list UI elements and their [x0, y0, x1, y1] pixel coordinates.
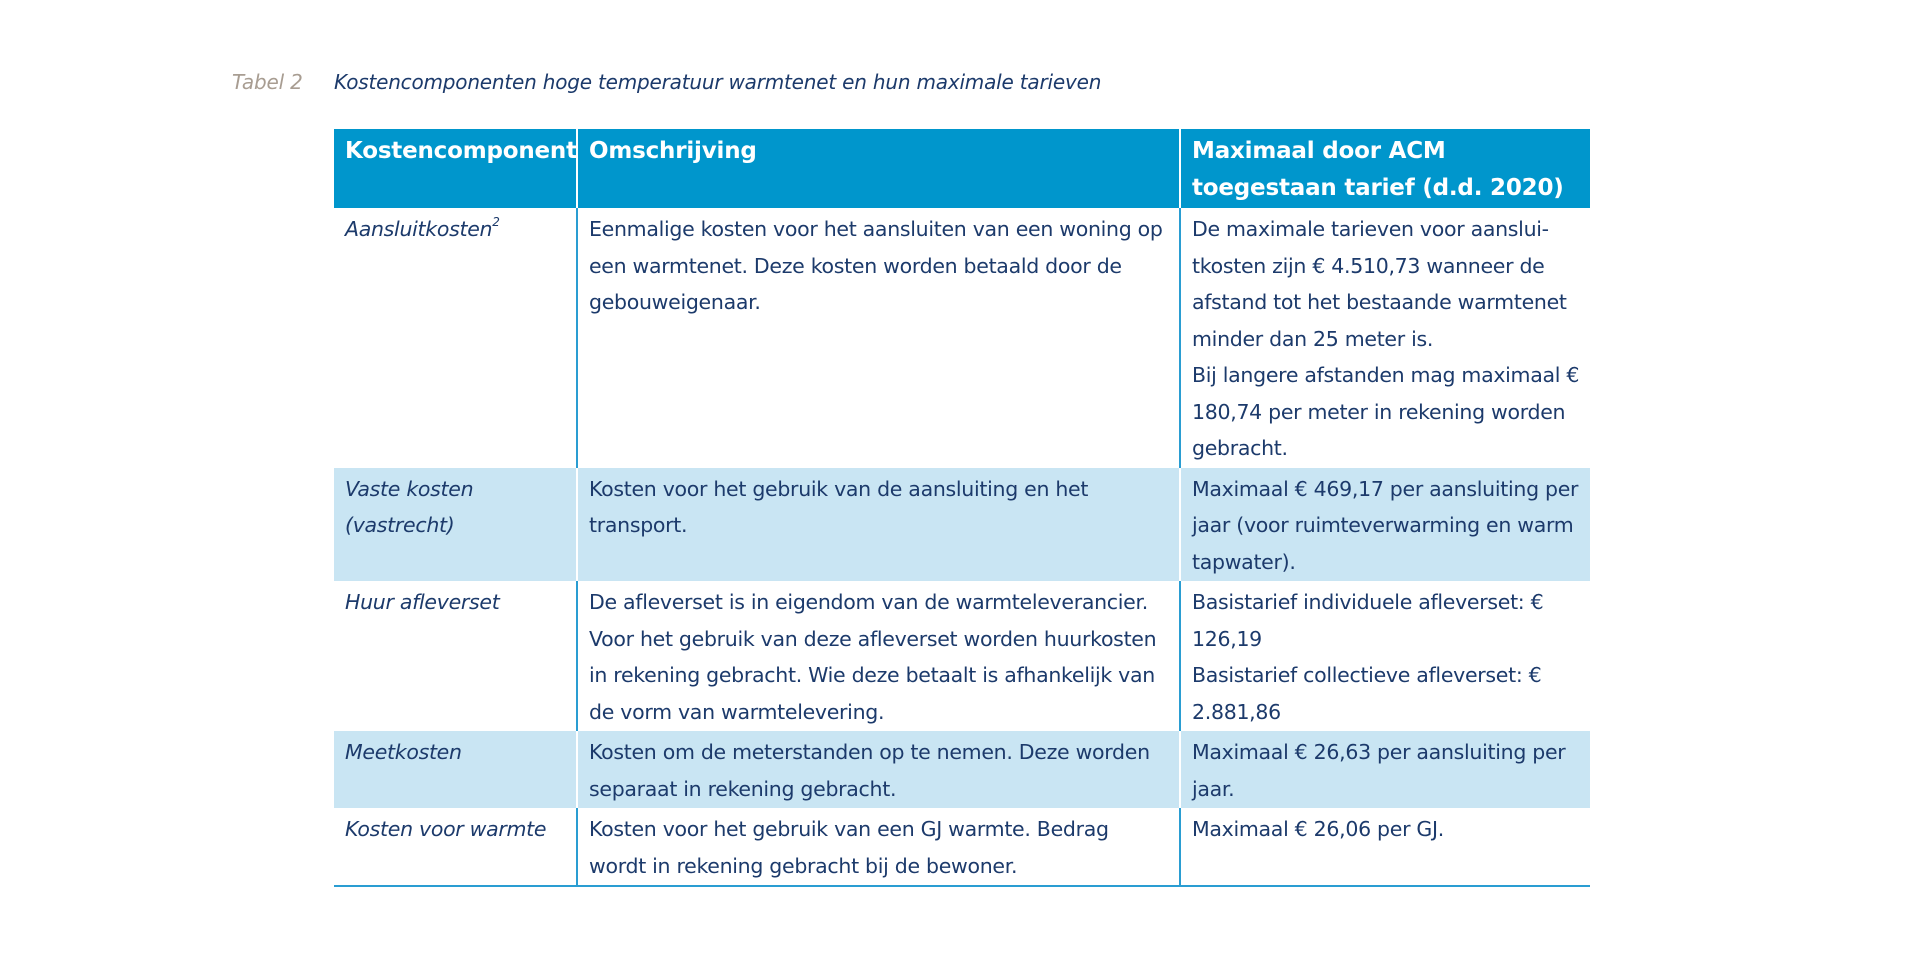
table-body — [334, 208, 1590, 886]
table-row — [334, 208, 1590, 468]
header-kostencomponent: Kostencomponent — [334, 129, 577, 208]
cell-component: Vaste kosten (vastrecht) — [334, 468, 577, 582]
table-row — [334, 468, 1590, 582]
cell-tariff — [1180, 208, 1590, 468]
cell-tariff — [1180, 808, 1590, 886]
table-number: Tabel 2 — [232, 70, 303, 94]
header-maximaal-tarief: Maximaal door ACM toegestaan tarief (d.d. 2020) — [1180, 129, 1590, 208]
table-caption — [232, 70, 1101, 94]
cell-description: Kosten voor het gebruik van de aansluiting en het transport. — [577, 468, 1180, 582]
cell-component: Meetkosten — [334, 731, 577, 808]
cell-description: Kosten om de meterstanden op te nemen. Deze worden separaat in rekening gebracht. — [577, 731, 1180, 808]
cell-tariff — [1180, 731, 1590, 808]
cost-components-table — [334, 129, 1590, 887]
table-row — [334, 808, 1590, 886]
footnote-marker: 2 — [492, 215, 500, 230]
tariff-line: Basistarief individuele afleverset: € 126,19 — [1192, 590, 1544, 651]
component-label: Aansluitkosten — [345, 217, 493, 241]
tariff-line: Maximaal € 469,17 per aansluiting per jaar (voor ruimteverwarming en warm tapwater). — [1192, 476, 1579, 574]
cell-description: Eenmalige kosten voor het aansluiten van een woning op een warmtenet. Deze kosten worden betaald door de gebouweigenaar. — [577, 208, 1180, 468]
header-omschrijving: Omschrijving — [577, 129, 1180, 208]
description-line: Voor het gebruik van deze afleverset worden huurkosten in rekening gebracht. Wie deze betaalt is afhankelijk van de vorm van warmtelevering. — [589, 626, 1157, 724]
tariff-line: De maximale tarieven voor aanslui-tkosten zijn € 4.510,73 wanneer de afstand tot het bestaande warmtenet minder dan 25 meter is. — [1192, 217, 1567, 351]
tariff-line: Maximaal € 26,06 per GJ. — [1192, 817, 1444, 841]
tariff-line: Basistarief collectieve afleverset: € 2.881,86 — [1192, 663, 1542, 724]
table-row — [334, 581, 1590, 731]
description-line: De afleverset is in eigendom van de warmteleverancier. — [589, 590, 1148, 614]
table-header — [334, 129, 1590, 208]
cell-description — [577, 581, 1180, 731]
header-row — [334, 129, 1590, 208]
cell-tariff — [1180, 468, 1590, 582]
cell-component: Kosten voor warmte — [334, 808, 577, 886]
tariff-line: Bij langere afstanden mag maximaal € 180,74 per meter in rekening worden gebracht. — [1192, 363, 1580, 460]
cost-table-container — [334, 129, 1590, 887]
cell-component — [334, 208, 577, 468]
cell-tariff — [1180, 581, 1590, 731]
table-row — [334, 731, 1590, 808]
cell-description: Kosten voor het gebruik van een GJ warmte. Bedrag wordt in rekening gebracht bij de bewoner. — [577, 808, 1180, 886]
table-title: Kostencomponenten hoge temperatuur warmtenet en hun maximale tarieven — [334, 70, 1102, 94]
cell-component: Huur afleverset — [345, 590, 500, 614]
tariff-line: Maximaal € 26,63 per aansluiting per jaar. — [1192, 740, 1566, 801]
